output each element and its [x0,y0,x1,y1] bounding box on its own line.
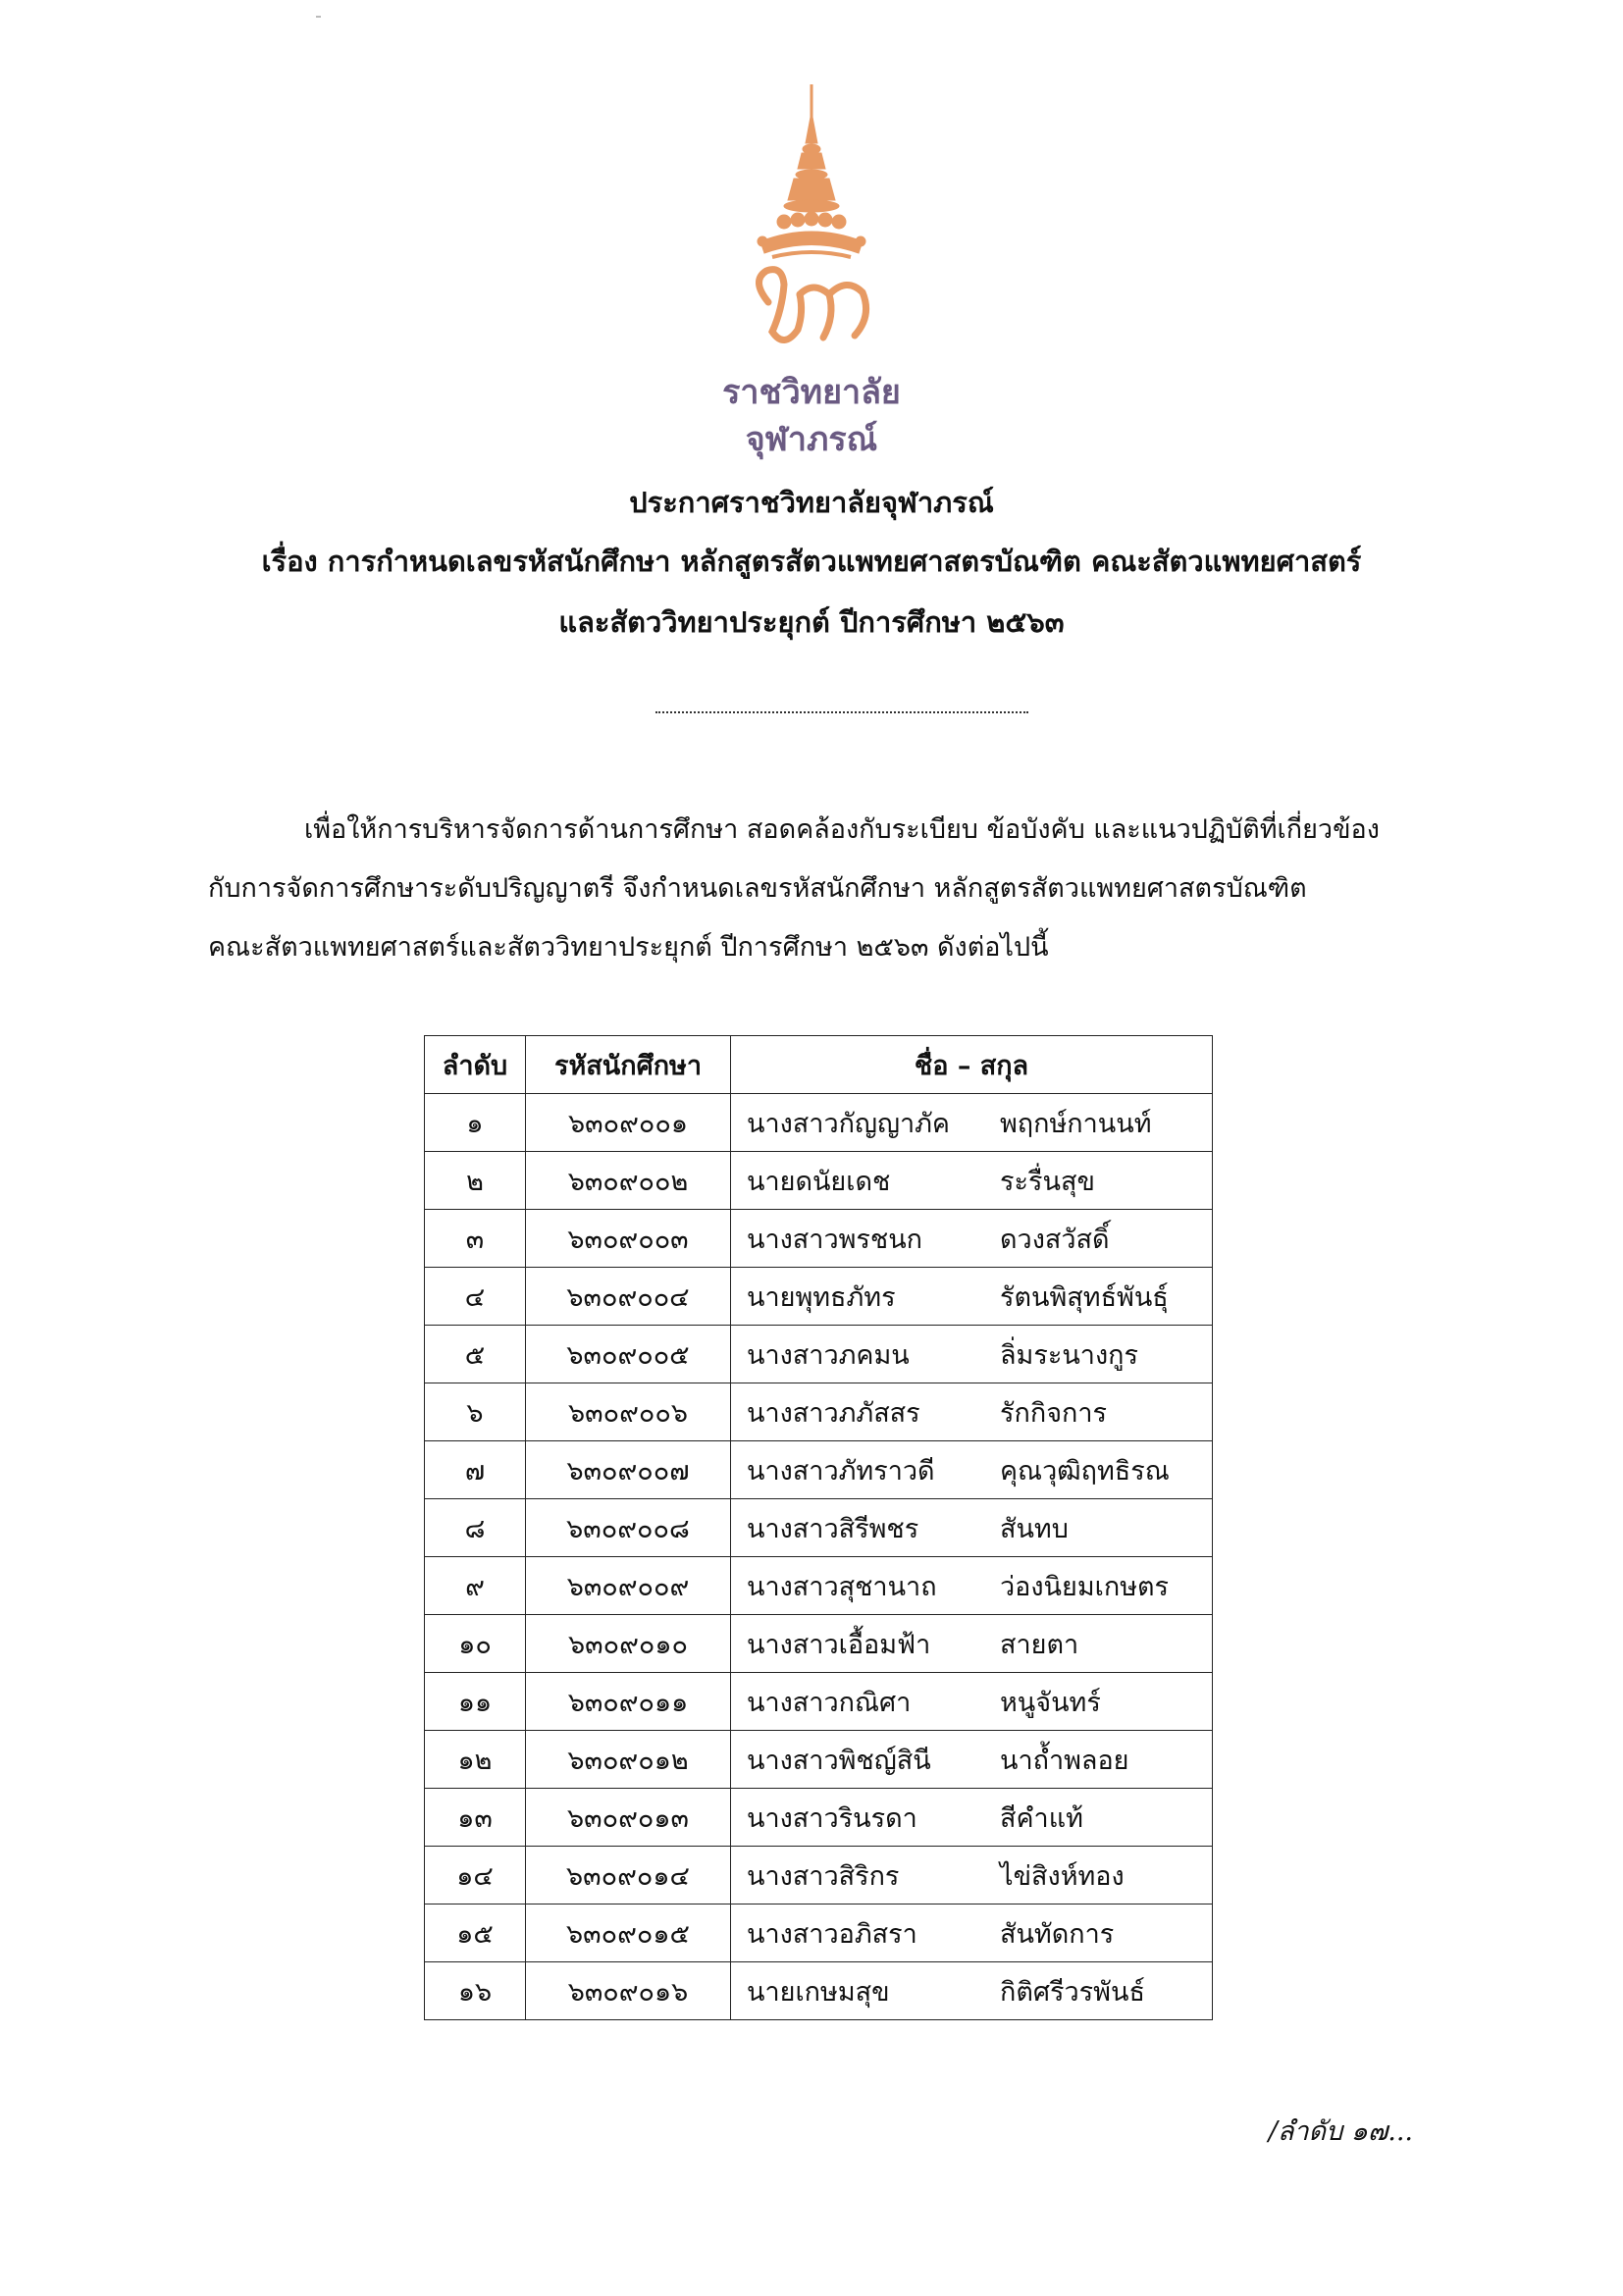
student-id: ๖๓๐๙๐๑๕ [526,1905,731,1962]
org-name-line2: จุฬาภรณ์ [745,420,878,459]
surname: นาถ้ำพลอย [1000,1745,1129,1776]
student-id: ๖๓๐๙๐๑๐ [526,1615,731,1673]
student-id: ๖๓๐๙๐๐๑ [526,1094,731,1152]
announcement-subject-line1: เรื่อง การกำหนดเลขรหัสนักศึกษา หลักสูตรสัตวแพทยศาสตรบัณฑิต คณะสัตวแพทยศาสตร์ [261,545,1362,578]
student-id: ๖๓๐๙๐๐๖ [526,1383,731,1441]
student-id: ๖๓๐๙๐๑๔ [526,1847,731,1905]
student-name [731,1905,1213,1962]
student-name [731,1847,1213,1905]
table-row [425,1268,1213,1326]
student-name [731,1499,1213,1557]
surname: พฤกษ์กานนท์ [1000,1108,1152,1139]
table-row [425,1847,1213,1905]
row-number: ๓ [425,1210,526,1268]
student-name [731,1210,1213,1268]
table-header-row [425,1036,1213,1094]
given-name: นายเกษมสุข [747,1976,890,2008]
table-row [425,1441,1213,1499]
student-id: ๖๓๐๙๐๑๖ [526,1962,731,2020]
surname: ลิ่มระนางกูร [1000,1339,1138,1371]
org-name-line1: ราชวิทยาลัย [722,373,901,412]
table-row [425,1789,1213,1847]
surname: ไข่สิงห์ทอง [1000,1860,1125,1892]
student-name [731,1152,1213,1210]
row-number: ๑๓ [425,1789,526,1847]
table-body [425,1094,1213,2020]
student-id: ๖๓๐๙๐๐๕ [526,1326,731,1383]
surname: สันทบ [1000,1513,1069,1544]
student-id: ๖๓๐๙๐๑๒ [526,1731,731,1789]
table-row [425,1094,1213,1152]
row-number: ๕ [425,1326,526,1383]
given-name: นางสาวสุชานาถ [747,1571,937,1602]
student-name [731,1789,1213,1847]
student-id: ๖๓๐๙๐๐๔ [526,1268,731,1326]
table-row [425,1499,1213,1557]
announcement-title: ประกาศราชวิทยาลัยจุฬาภรณ์ [629,486,994,519]
student-name [731,1962,1213,2020]
surname: ว่องนิยมเกษตร [1000,1571,1170,1602]
header-name: ชื่อ – สกุล [731,1036,1213,1094]
student-id: ๖๓๐๙๐๐๗ [526,1441,731,1499]
surname: รักกิจการ [1000,1397,1108,1429]
student-name [731,1673,1213,1731]
surname: กิติศรีวรพันธ์ [1000,1976,1145,2008]
row-number: ๑๐ [425,1615,526,1673]
student-id: ๖๓๐๙๐๑๑ [526,1673,731,1731]
table-row [425,1615,1213,1673]
surname: หนูจันทร์ [1000,1687,1101,1718]
given-name: นางสาวภคมน [747,1339,910,1371]
row-number: ๑๖ [425,1962,526,2020]
student-id: ๖๓๐๙๐๐๒ [526,1152,731,1210]
given-name: นายดนัยเดช [747,1166,891,1197]
given-name: นางสาวกณิศา [747,1687,912,1718]
row-number: ๙ [425,1557,526,1615]
table-row [425,1383,1213,1441]
given-name: นางสาวรินรดา [747,1802,917,1834]
student-name [731,1268,1213,1326]
student-name [731,1441,1213,1499]
student-id: ๖๓๐๙๐๐๓ [526,1210,731,1268]
table-row [425,1210,1213,1268]
table-row [425,1962,1213,2020]
given-name: นางสาวพิชญ์สินี [747,1745,931,1776]
row-number: ๒ [425,1152,526,1210]
student-id: ๖๓๐๙๐๐๘ [526,1499,731,1557]
row-number: ๑ [425,1094,526,1152]
surname: รัตนพิสุทธ์พันธุ์ [1000,1281,1169,1313]
body-paragraph-line1: เพื่อให้การบริหารจัดการด้านการศึกษา สอดคล้องกับระเบียบ ข้อบังคับ และแนวปฏิบัติที่เกี่ยวข้อง [304,814,1380,845]
student-id: ๖๓๐๙๐๑๓ [526,1789,731,1847]
row-number: ๖ [425,1383,526,1441]
student-name [731,1383,1213,1441]
row-number: ๔ [425,1268,526,1326]
student-name [731,1326,1213,1383]
given-name: นางสาวภภัสสร [747,1397,920,1429]
surname: สายตา [1000,1629,1079,1660]
student-name [731,1557,1213,1615]
header-no: ลำดับ [425,1036,526,1094]
student-id-table [424,1035,1213,2020]
given-name: นางสาวสิรีพชร [747,1513,919,1544]
surname: ดวงสวัสดิ์ [1000,1224,1110,1255]
given-name: นางสาวพรชนก [747,1224,923,1255]
surname: สีคำแท้ [1000,1802,1083,1834]
announcement-subject-line2: และสัตววิทยาประยุกต์ ปีการศึกษา ๒๕๖๓ [558,605,1065,639]
scan-artifact [316,16,321,18]
body-paragraph-line3: คณะสัตวแพทยศาสตร์และสัตววิทยาประยุกต์ ปีการศึกษา ๒๕๖๓ ดังต่อไปนี้ [208,932,1049,963]
row-number: ๑๔ [425,1847,526,1905]
row-number: ๘ [425,1499,526,1557]
royal-crown-emblem-icon [733,84,890,369]
given-name: นางสาวเอื้อมฟ้า [747,1629,931,1660]
row-number: ๑๑ [425,1673,526,1731]
student-name [731,1094,1213,1152]
row-number: ๑๕ [425,1905,526,1962]
given-name: นายพุทธภัทร [747,1281,896,1313]
row-number: ๑๒ [425,1731,526,1789]
table-row [425,1326,1213,1383]
table-row [425,1673,1213,1731]
continued-note: /ลำดับ ๑๗... [1268,2116,1413,2147]
given-name: นางสาวสิริกร [747,1860,900,1892]
given-name: นางสาวกัญญาภัค [747,1108,950,1139]
table-row [425,1731,1213,1789]
body-paragraph-line2: กับการจัดการศึกษาระดับปริญญาตรี จึงกำหนดเลขรหัสนักศึกษา หลักสูตรสัตวแพทยศาสตรบัณฑิต [208,873,1307,904]
table-row [425,1905,1213,1962]
student-id: ๖๓๐๙๐๐๙ [526,1557,731,1615]
given-name: นางสาวภัทราวดี [747,1455,935,1487]
student-name [731,1731,1213,1789]
dotted-divider [655,711,1028,713]
table-row [425,1557,1213,1615]
header-student-id: รหัสนักศึกษา [526,1036,731,1094]
surname: คุณวุฒิฤทธิรณ [1000,1455,1170,1487]
row-number: ๗ [425,1441,526,1499]
table-row [425,1152,1213,1210]
surname: ระรื่นสุข [1000,1166,1095,1197]
surname: สันทัดการ [1000,1918,1115,1950]
given-name: นางสาวอภิสรา [747,1918,917,1950]
student-name [731,1615,1213,1673]
